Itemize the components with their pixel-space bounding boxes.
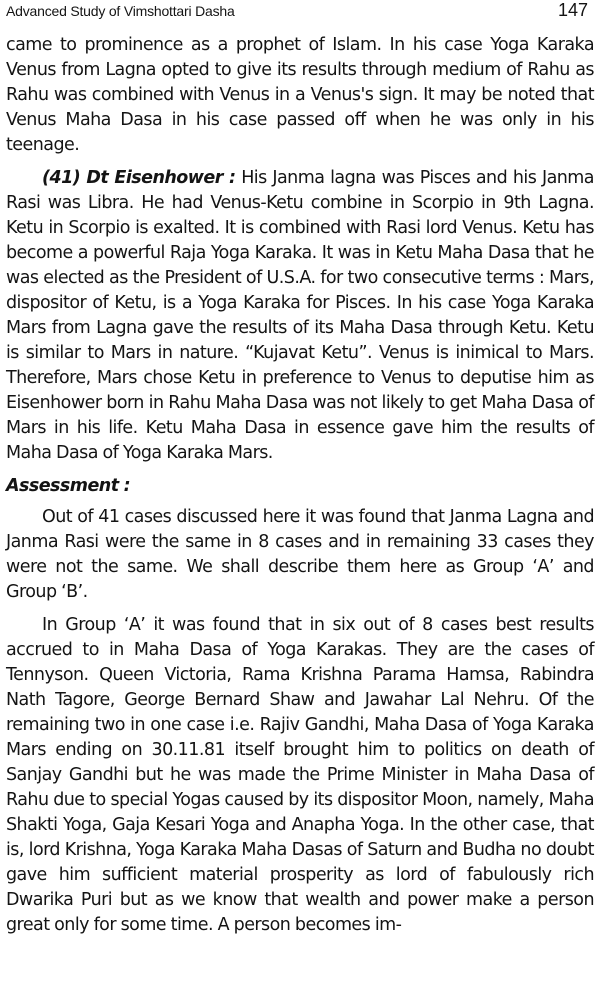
paragraph-case-41-eisenhower [6, 166, 594, 466]
paragraph-assessment: Out of 41 cases discussed here it was found that Janma Lagna and Janma Rasi were the same in 8 cases and in remaining 33 cases they were not the same. We shall describe them here as Group ‘A’ and Group ‘B’. [6, 507, 594, 602]
case-41-heading: (41) Dt Eisenhower : [42, 168, 236, 188]
page-number: 147 [557, 0, 588, 20]
paragraph-prophet-of-islam: came to prominence as a prophet of Islam. In his case Yoga Karaka Venus from Lagna opted to give its results through medium of Rahu as Rahu was combined with Venus in a Venus's sign. It may be noted that Venus Maha Dasa in his case passed off when he was only in his teenage. [6, 35, 594, 155]
paragraph-group-a: In Group ‘A’ it was found that in six out of 8 cases best results accrued to in Maha Dasa of Yoga Karakas. They are the cases of Tennyson. Queen Victoria, Rama Krishna Parama Hamsa, Rabindra Nath Tagore, George Bernard Shaw and Jawahar Lal Nehru. Of the remaining two in one case i.e. Rajiv Gandhi, Maha Dasa of Yoga Karaka Mars ending on 30.11.81 itself brought him to politics on death of Sanjay Gandhi but he was made the Prime Minister in Maha Dasa of Rahu due to special Yogas caused by its dispositor Moon, namely, Maha Shakti Yoga, Gaja Kesari Yoga and Anapha Yoga. In the other case, that is, lord Krishna, Yoga Karaka Maha Dasas of Saturn and Budha no doubt gave him sufficient material prosperity as lord of fabulously rich Dwarika Puri but as we know that wealth and power make a person great only for some time. A person becomes im- [6, 615, 594, 935]
running-header [6, 0, 594, 24]
running-header-title: Advanced Study of Vimshottari Dasha [6, 3, 235, 19]
assessment-heading: Assessment : [6, 476, 131, 496]
page-body [6, 33, 594, 946]
case-41-text: His Janma lagna was Pisces and his Janma Rasi was Libra. He had Venus-Ketu combine in Scorpio in 9th Lagna. Ketu in Scorpio is exalted. It is combined with Rasi lord Venus. Ketu has become a powerful Raja Yoga Karaka. It was in Ketu Maha Dasa that he was elected as the President of U.S.A. for two consecutive terms : Mars, dispositor of Ketu, is a Yoga Karaka for Pisces. In his case Yoga Karaka Mars from Lagna gave the results of its Maha Dasa through Ketu. Ketu is similar to Mars in nature. “Kujavat Ketu”. Venus is inimical to Mars. Therefore, Mars chose Ketu in preference to Venus to deputise him as Eisenhower born in Rahu Maha Dasa was not likely to get Maha Dasa of Mars in his life. Ketu Maha Dasa in essence gave him the results of Maha Dasa of Yoga Karaka Mars. [6, 168, 594, 463]
